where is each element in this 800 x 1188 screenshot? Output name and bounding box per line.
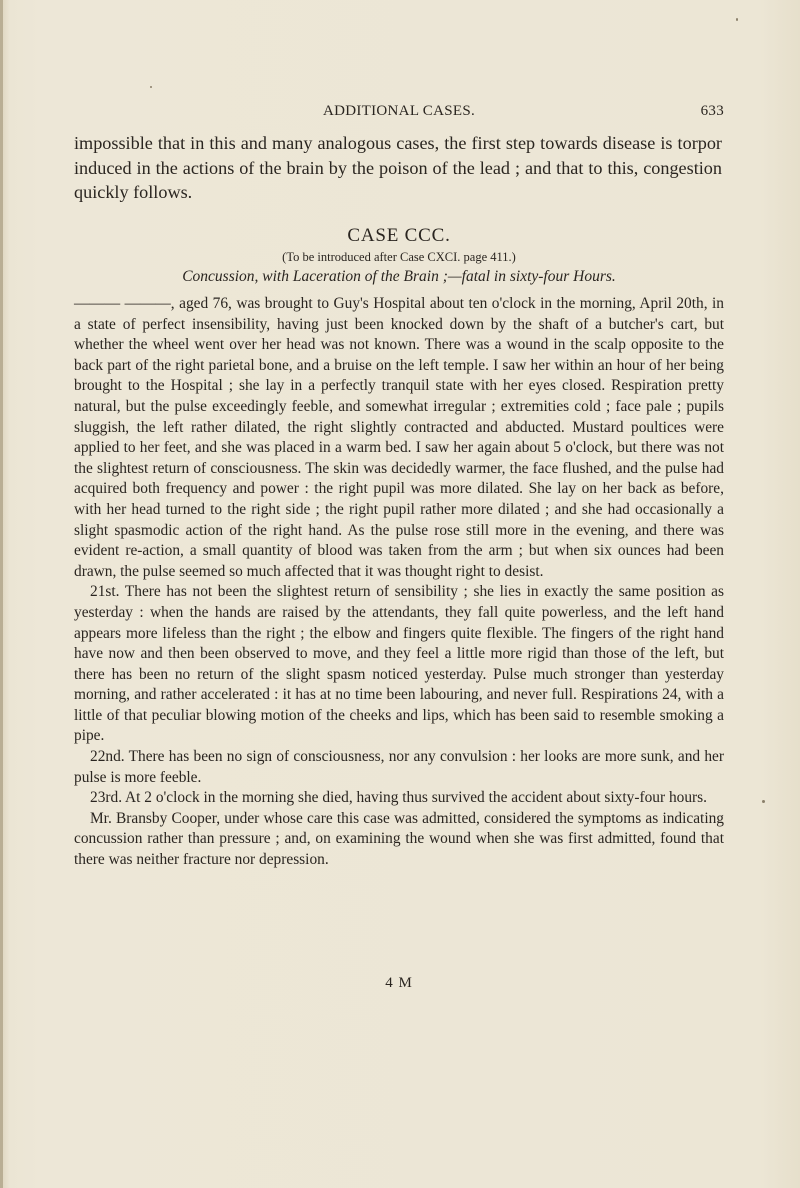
running-head [74,103,724,123]
case-note: (To be introduced after Case CXCI. page 411.) [282,250,516,264]
paragraph: 22nd. There has been no sign of consciousness, nor any convulsion : her looks are more sunk, and her pulse is more feeble. [74,748,724,786]
case-title: CASE CCC. [347,225,451,246]
page-number: 633 [700,103,724,119]
paragraph: ——— ———, aged 76, was brought to Guy's Hospital about ten o'clock in the morning, April 20th, in a state of perfect insensibility, having just been knocked down by the shaft of a butcher's cart, but whether the wheel went over her head was not known. There was a wound in the scalp opposite to the back part of the right parietal bone, and a bruise on the left temple. I saw her within an hour of her being brought to the Hospital ; she lay in a perfectly tranquil state with her eyes closed. Respiration pretty natural, but the pulse exceedingly feeble, and somewhat irregular ; extremities cold ; face pale ; pupils sluggish, the left rather dilated, the right slightly contracted and abducted. Mustard poultices were applied to her feet, and she was placed in a warm bed. I saw her again about 5 o'clock, but there was not the slightest return of consciousness. The skin was decidedly warmer, the face flushed, and the pulse had acquired both frequency and power : the right pupil was more dilated. She lay on her back as before, with her head turned to the right side ; the right pupil rather more dilated ; and she had occasionally a slight spasmodic action of the right hand. As the pulse rose still more in the evening, and there was evident re-action, a small quantity of blood was taken from the arm ; but when six ounces had been drawn, the pulse seemed so much affected that it was thought right to desist. [74,295,724,580]
case-body [74,294,724,871]
paper-speck [762,800,765,803]
paragraph: 21st. There has not been the slightest return of sensibility ; she lies in exactly the same position as yesterday : when the hands are raised by the attendants, they fall quite powerless, and the left hand appears more lifeless than the right ; the elbow and fingers quite flexible. The fingers of the right hand have now and then been observed to move, and they feel a little more rigid than those of the left, but there has been no return of the slight spasm noticed yesterday. Pulse much stronger than yesterday morning, and rather accelerated : it has at no time been labouring, and never full. Respirations 24, with a little of that peculiar blowing motion of the cheeks and lips, which has been said to resemble smoking a pipe. [74,583,724,745]
page-spine-edge [0,0,3,1188]
paper-speck [736,18,738,21]
paragraph: 23rd. At 2 o'clock in the morning she died, having thus survived the accident about sixty-four hours. [90,789,707,807]
case-subtitle: Concussion, with Laceration of the Brain ;—fatal in sixty-four Hours. [182,268,616,285]
signature-mark: 4 M [385,975,413,991]
paragraph: Mr. Bransby Cooper, under whose care this case was admitted, considered the symptoms as indicating concussion rather than pressure ; and, on examining the wound when she was first admitted, found that there was neither fracture nor depression. [74,809,724,869]
lead-paragraph: impossible that in this and many analogous cases, the first step towards disease is torpor induced in the actions of the brain by the poison of the lead ; and that to this, congestion quickly follows. [74,133,722,202]
paper-speck [150,86,152,88]
running-title: ADDITIONAL CASES. [322,103,476,119]
